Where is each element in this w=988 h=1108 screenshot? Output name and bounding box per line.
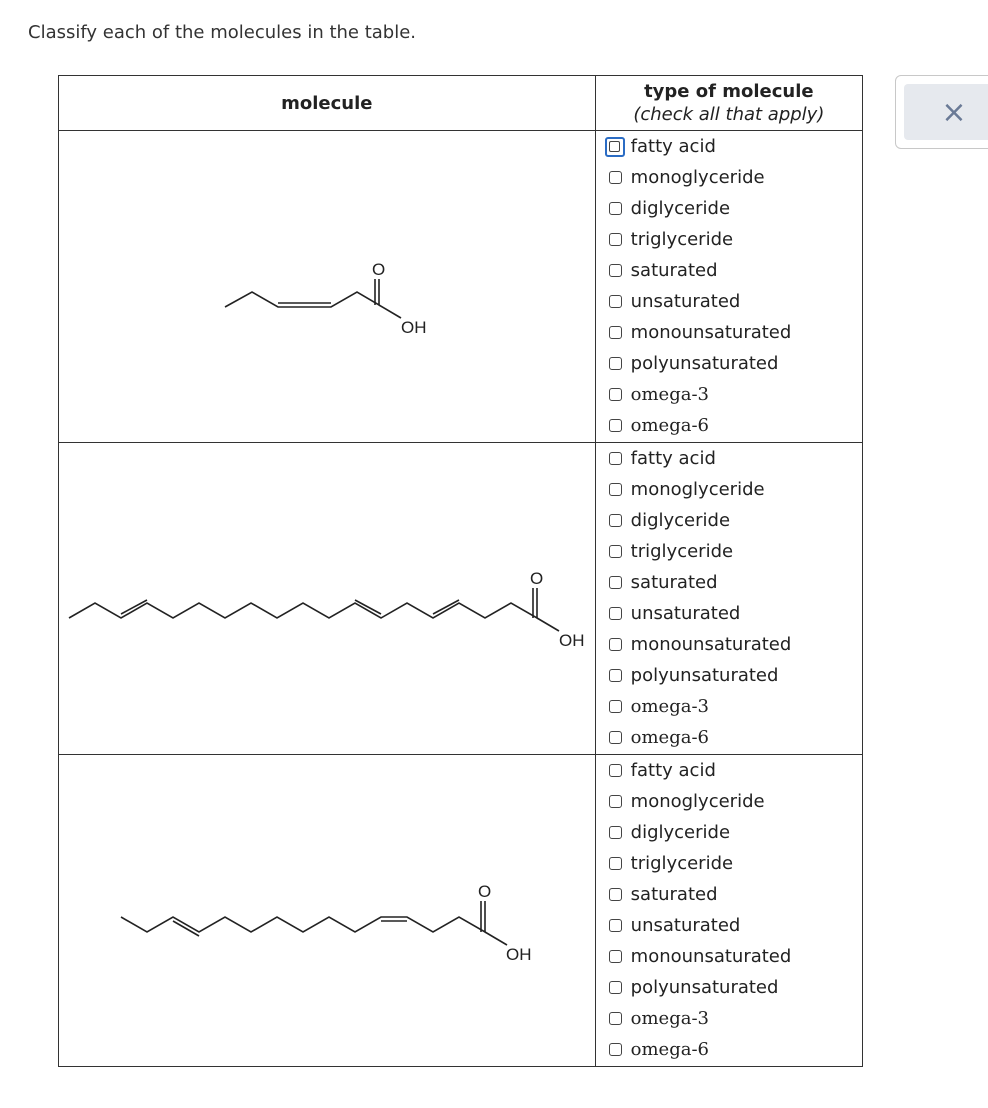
option-label: monounsaturated xyxy=(630,322,792,343)
option-diglyceride-3[interactable] xyxy=(596,817,862,848)
option-monoglyceride-3[interactable] xyxy=(596,786,862,817)
hydroxyl-label-1: OH xyxy=(401,318,427,337)
checkbox[interactable] xyxy=(609,919,622,932)
type-column-title: type of molecule xyxy=(644,81,814,102)
checkbox[interactable] xyxy=(609,607,622,620)
molecule-structure-3 xyxy=(59,755,596,1067)
option-label: unsaturated xyxy=(630,291,741,312)
checkbox[interactable] xyxy=(609,514,622,527)
checkbox[interactable] xyxy=(609,731,622,744)
option-label: monounsaturated xyxy=(630,634,792,655)
classification-table xyxy=(58,75,863,1067)
checkbox[interactable] xyxy=(609,326,622,339)
option-label: omega-6 xyxy=(630,415,710,436)
option-label: polyunsaturated xyxy=(630,665,779,686)
option-omega-6-3[interactable] xyxy=(596,1034,862,1065)
option-omega-3-1[interactable] xyxy=(596,379,862,410)
options-group-3 xyxy=(595,755,862,1067)
type-column-subtitle: (check all that apply) xyxy=(633,104,825,125)
checkbox[interactable] xyxy=(609,669,622,682)
option-label: diglyceride xyxy=(630,198,731,219)
side-toolbar xyxy=(895,75,988,149)
option-monounsaturated-3[interactable] xyxy=(596,941,862,972)
option-label: monounsaturated xyxy=(630,946,792,967)
option-label: diglyceride xyxy=(630,822,731,843)
option-polyunsaturated-2[interactable] xyxy=(596,660,862,691)
checkbox[interactable] xyxy=(609,419,622,432)
option-unsaturated-1[interactable] xyxy=(596,286,862,317)
checkbox[interactable] xyxy=(609,264,622,277)
option-label: saturated xyxy=(630,884,718,905)
option-label: saturated xyxy=(630,572,718,593)
molecule-row-2 xyxy=(59,443,863,755)
checkbox-focused[interactable] xyxy=(605,137,625,157)
bond-lines xyxy=(225,279,401,318)
bond-lines xyxy=(69,588,559,631)
option-label: saturated xyxy=(630,260,718,281)
checkbox[interactable] xyxy=(609,888,622,901)
type-column-header xyxy=(595,76,862,131)
molecule-row-1 xyxy=(59,131,863,443)
option-label: omega-3 xyxy=(630,1008,710,1029)
option-unsaturated-2[interactable] xyxy=(596,598,862,629)
skeletal-formula-2 xyxy=(59,443,595,754)
option-monounsaturated-2[interactable] xyxy=(596,629,862,660)
option-omega-3-3[interactable] xyxy=(596,1003,862,1034)
option-label: omega-3 xyxy=(630,696,710,717)
option-monoglyceride-1[interactable] xyxy=(596,162,862,193)
option-label: unsaturated xyxy=(630,915,741,936)
carbonyl-oxygen-label-3: O xyxy=(478,882,492,901)
option-label: omega-6 xyxy=(630,727,710,748)
option-triglyceride-3[interactable] xyxy=(596,848,862,879)
option-saturated-2[interactable] xyxy=(596,567,862,598)
option-diglyceride-1[interactable] xyxy=(596,193,862,224)
option-polyunsaturated-1[interactable] xyxy=(596,348,862,379)
option-label: unsaturated xyxy=(630,603,741,624)
option-saturated-1[interactable] xyxy=(596,255,862,286)
option-label: monoglyceride xyxy=(630,167,765,188)
checkbox[interactable] xyxy=(609,950,622,963)
option-monoglyceride-2[interactable] xyxy=(596,474,862,505)
option-label: fatty acid xyxy=(630,448,716,469)
skeletal-formula-1 xyxy=(59,131,595,442)
checkbox[interactable] xyxy=(609,452,622,465)
checkbox[interactable] xyxy=(609,1012,622,1025)
checkbox[interactable] xyxy=(609,202,622,215)
option-label: triglyceride xyxy=(630,229,734,250)
checkbox[interactable] xyxy=(609,981,622,994)
option-saturated-3[interactable] xyxy=(596,879,862,910)
skeletal-formula-3 xyxy=(59,755,595,1066)
option-label: triglyceride xyxy=(630,541,734,562)
checkbox[interactable] xyxy=(609,233,622,246)
checkbox[interactable] xyxy=(609,826,622,839)
option-omega-3-2[interactable] xyxy=(596,691,862,722)
option-label: diglyceride xyxy=(630,510,731,531)
molecule-structure-1 xyxy=(59,131,596,443)
checkbox[interactable] xyxy=(609,483,622,496)
molecule-column-header: molecule xyxy=(59,76,596,131)
option-triglyceride-1[interactable] xyxy=(596,224,862,255)
molecule-row-3 xyxy=(59,755,863,1067)
checkbox[interactable] xyxy=(609,171,622,184)
checkbox[interactable] xyxy=(609,1043,622,1056)
option-label: polyunsaturated xyxy=(630,977,779,998)
option-label: omega-6 xyxy=(630,1039,710,1060)
checkbox[interactable] xyxy=(609,764,622,777)
option-label: polyunsaturated xyxy=(630,353,779,374)
options-group-1 xyxy=(595,131,862,443)
checkbox[interactable] xyxy=(609,388,622,401)
option-label: monoglyceride xyxy=(630,791,765,812)
option-label: fatty acid xyxy=(630,760,716,781)
option-fatty-acid-2[interactable] xyxy=(596,443,862,474)
option-omega-6-1[interactable] xyxy=(596,410,862,441)
carbonyl-oxygen-label-1: O xyxy=(372,260,386,279)
option-label: triglyceride xyxy=(630,853,734,874)
option-label: omega-3 xyxy=(630,384,710,405)
checkbox[interactable] xyxy=(609,576,622,589)
option-omega-6-2[interactable] xyxy=(596,722,862,753)
option-unsaturated-3[interactable] xyxy=(596,910,862,941)
header-row xyxy=(59,76,863,131)
option-polyunsaturated-3[interactable] xyxy=(596,972,862,1003)
option-fatty-acid-1[interactable] xyxy=(596,131,862,162)
checkbox[interactable] xyxy=(609,545,622,558)
close-button[interactable] xyxy=(904,84,988,140)
checkbox[interactable] xyxy=(609,357,622,370)
checkbox[interactable] xyxy=(609,857,622,870)
bond-lines xyxy=(121,901,507,945)
checkbox[interactable] xyxy=(609,700,622,713)
option-fatty-acid-3[interactable] xyxy=(596,755,862,786)
question-prompt: Classify each of the molecules in the table. xyxy=(28,22,417,43)
hydroxyl-label-3: OH xyxy=(506,945,532,964)
checkbox[interactable] xyxy=(609,795,622,808)
close-icon: × xyxy=(941,94,967,130)
option-label: fatty acid xyxy=(630,136,716,157)
option-monounsaturated-1[interactable] xyxy=(596,317,862,348)
molecule-structure-2 xyxy=(59,443,596,755)
option-label: monoglyceride xyxy=(630,479,765,500)
option-diglyceride-2[interactable] xyxy=(596,505,862,536)
checkbox[interactable] xyxy=(609,295,622,308)
options-group-2 xyxy=(595,443,862,755)
checkbox[interactable] xyxy=(609,638,622,651)
carbonyl-oxygen-label-2: O xyxy=(530,569,544,588)
option-triglyceride-2[interactable] xyxy=(596,536,862,567)
hydroxyl-label-2: OH xyxy=(559,631,585,650)
